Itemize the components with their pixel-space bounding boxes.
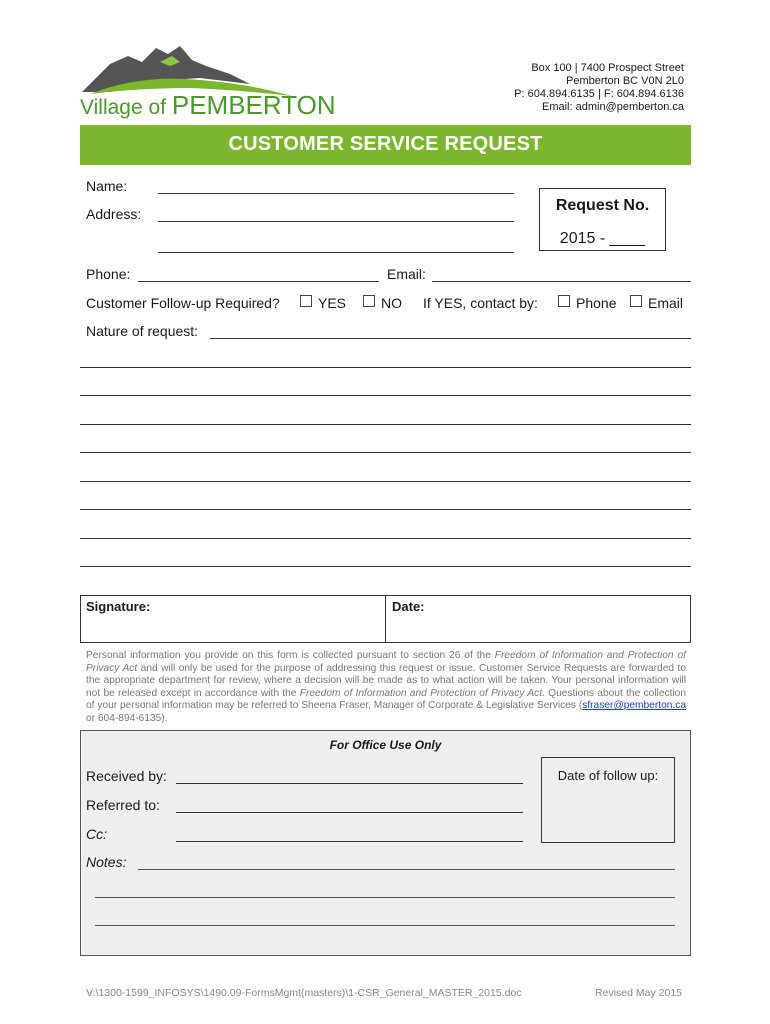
signature-divider (385, 596, 386, 642)
nature-field-line-3[interactable] (80, 395, 691, 396)
yes-checkbox[interactable] (300, 295, 312, 307)
request-number-value[interactable]: 2015 - ____ (559, 230, 646, 247)
privacy-email-link[interactable]: sfraser@pemberton.ca (582, 700, 686, 712)
address-line-4: Email: admin@pemberton.ca (541, 101, 684, 113)
referred-to-field[interactable] (176, 812, 523, 813)
nature-field-line-2[interactable] (80, 367, 691, 368)
no-checkbox[interactable] (363, 295, 375, 307)
phone-label: Phone: (86, 266, 131, 282)
name-field[interactable] (158, 193, 514, 194)
request-number-label: Request No. (555, 197, 650, 214)
date-field[interactable] (387, 614, 690, 642)
phone-field[interactable] (138, 281, 379, 282)
follow-up-date-label: Date of follow up: (557, 768, 659, 783)
signature-date-box (80, 595, 691, 643)
cc-label: Cc: (86, 826, 107, 842)
logo-name: PEMBERTON (171, 90, 336, 120)
footer-revised: Revised May 2015 (595, 987, 682, 999)
privacy-notice (86, 650, 686, 726)
followup-label: Customer Follow-up Required? (86, 295, 280, 311)
privacy-text-1: Personal information you provide on this form is collected pursuant to section 26 of the (86, 650, 495, 661)
nature-label: Nature of request: (86, 323, 199, 339)
address-label: Address: (86, 206, 142, 222)
privacy-text-2: and will only be used for the purpose of addressing this request or issue. Customer Service Requests are forwarded to the appropriate department for review, where a decision will be made as to what action will be taken. Your personal information will not be released except in accordance with the (86, 662, 686, 699)
email-label: Email: (387, 266, 426, 282)
notes-field-line-2[interactable] (95, 897, 675, 898)
notes-label: Notes: (86, 854, 127, 870)
date-label: Date: (392, 599, 425, 614)
privacy-act-name-1: Freedom of Information and Protection of Privacy Act (86, 650, 686, 674)
received-by-label: Received by: (86, 768, 167, 784)
signature-label: Signature: (86, 599, 151, 614)
logo-prefix: Village of (80, 96, 167, 119)
address-line-1: Box 100 | 7400 Prospect Street (531, 62, 684, 74)
email-field[interactable] (432, 281, 691, 282)
office-heading: For Office Use Only (329, 738, 442, 752)
referred-to-label: Referred to: (86, 797, 160, 813)
village-logo (80, 44, 336, 120)
yes-label: YES (318, 295, 347, 311)
notes-field-line-1[interactable] (138, 869, 675, 870)
address-field-line-1[interactable] (158, 221, 514, 222)
logo-wordmark (80, 90, 336, 121)
nature-field-line-1[interactable] (210, 338, 691, 339)
address-line-2: Pemberton BC V0N 2L0 (565, 75, 684, 87)
contact-phone-label: Phone (576, 295, 617, 311)
address-line-3: P: 604.894.6135 | F: 604.894.6136 (514, 88, 684, 100)
notes-field-line-3[interactable] (95, 925, 675, 926)
nature-field-line-6[interactable] (80, 481, 691, 482)
contact-email-label: Email (648, 295, 684, 311)
nature-field-line-8[interactable] (80, 538, 691, 539)
nature-field-line-7[interactable] (80, 509, 691, 510)
privacy-text-4: or 604-894-6135). (86, 712, 168, 724)
contact-by-label: If YES, contact by: (423, 295, 538, 311)
signature-field[interactable] (81, 614, 384, 642)
privacy-act-name-2: Freedom of Information and Protection of Privacy Act (299, 687, 543, 699)
privacy-text-3: . Questions about the collection of your personal information may be referred to Sheena Fraser, Manager of Corporate & Legislative Services ( (86, 687, 687, 712)
no-label: NO (381, 295, 402, 311)
contact-phone-checkbox[interactable] (558, 295, 570, 307)
nature-field-line-5[interactable] (80, 452, 691, 453)
cc-field[interactable] (176, 841, 523, 842)
name-label: Name: (86, 178, 128, 194)
nature-field-line-4[interactable] (80, 424, 691, 425)
footer-file-path: V:\1300-1599_INFOSYS\1490.09-FormsMgmt(masters)\1-CSR_General_MASTER_2015.doc (86, 987, 522, 999)
nature-field-line-9[interactable] (80, 566, 691, 567)
request-number-box (539, 188, 666, 251)
title-banner (80, 125, 691, 165)
page-title: CUSTOMER SERVICE REQUEST (228, 133, 543, 155)
follow-up-date-box[interactable] (541, 757, 675, 843)
received-by-field[interactable] (176, 783, 523, 784)
address-field-line-2[interactable] (158, 252, 514, 253)
contact-email-checkbox[interactable] (630, 295, 642, 307)
